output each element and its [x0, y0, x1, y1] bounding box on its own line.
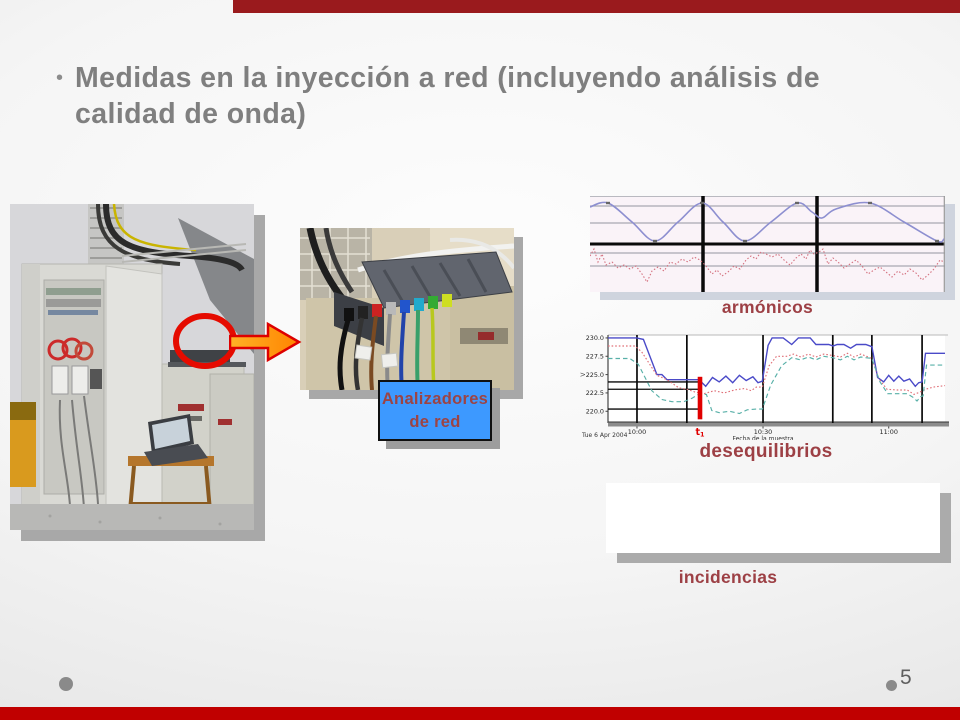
incidents-caption: incidencias — [678, 567, 778, 587]
svg-text:222.5: 222.5 — [585, 389, 604, 398]
analyzers-callout — [378, 380, 492, 441]
slide-title: Medidas en la inyección a red (incluyendo análisis de calidad de onda) — [75, 62, 821, 131]
imbalances-caption: desequilibrios — [699, 441, 833, 462]
title-bullet: • — [56, 67, 64, 89]
svg-text:t1: t1 — [695, 427, 705, 439]
svg-text:10:30: 10:30 — [753, 428, 773, 436]
harmonics-chart — [590, 196, 945, 292]
svg-text:Fecha de la muestra: Fecha de la muestra — [732, 435, 794, 440]
svg-text:220.0: 220.0 — [585, 407, 604, 416]
bottom-accent-bar — [0, 707, 960, 720]
svg-text:230.0: 230.0 — [585, 334, 604, 343]
slide-title-block — [56, 60, 912, 132]
analyzer-photo-illustration — [300, 228, 514, 390]
page-number: 5 — [900, 666, 912, 689]
imbalances-chart — [580, 332, 952, 440]
svg-text:V: V — [580, 372, 587, 377]
svg-text:227.5: 227.5 — [585, 352, 604, 361]
svg-text:10:00: 10:00 — [627, 428, 647, 436]
callout-line2: de red — [409, 412, 461, 431]
callout-line1: Analizadores — [381, 390, 489, 409]
analyzer-photo — [300, 228, 514, 390]
cabinet-photo-illustration — [10, 204, 254, 530]
arrow-annotation — [229, 320, 303, 364]
footer-dot-right — [886, 680, 897, 691]
svg-text:Tue 6 Apr 2004: Tue 6 Apr 2004 — [582, 432, 628, 439]
svg-text:11:00: 11:00 — [879, 428, 898, 436]
cabinet-photo — [10, 204, 254, 530]
top-accent-bar — [233, 0, 960, 13]
svg-text:225.0: 225.0 — [585, 370, 604, 379]
incidents-panel — [606, 483, 940, 553]
footer-dot-left — [59, 677, 73, 691]
harmonics-caption: armónicos — [721, 297, 814, 317]
